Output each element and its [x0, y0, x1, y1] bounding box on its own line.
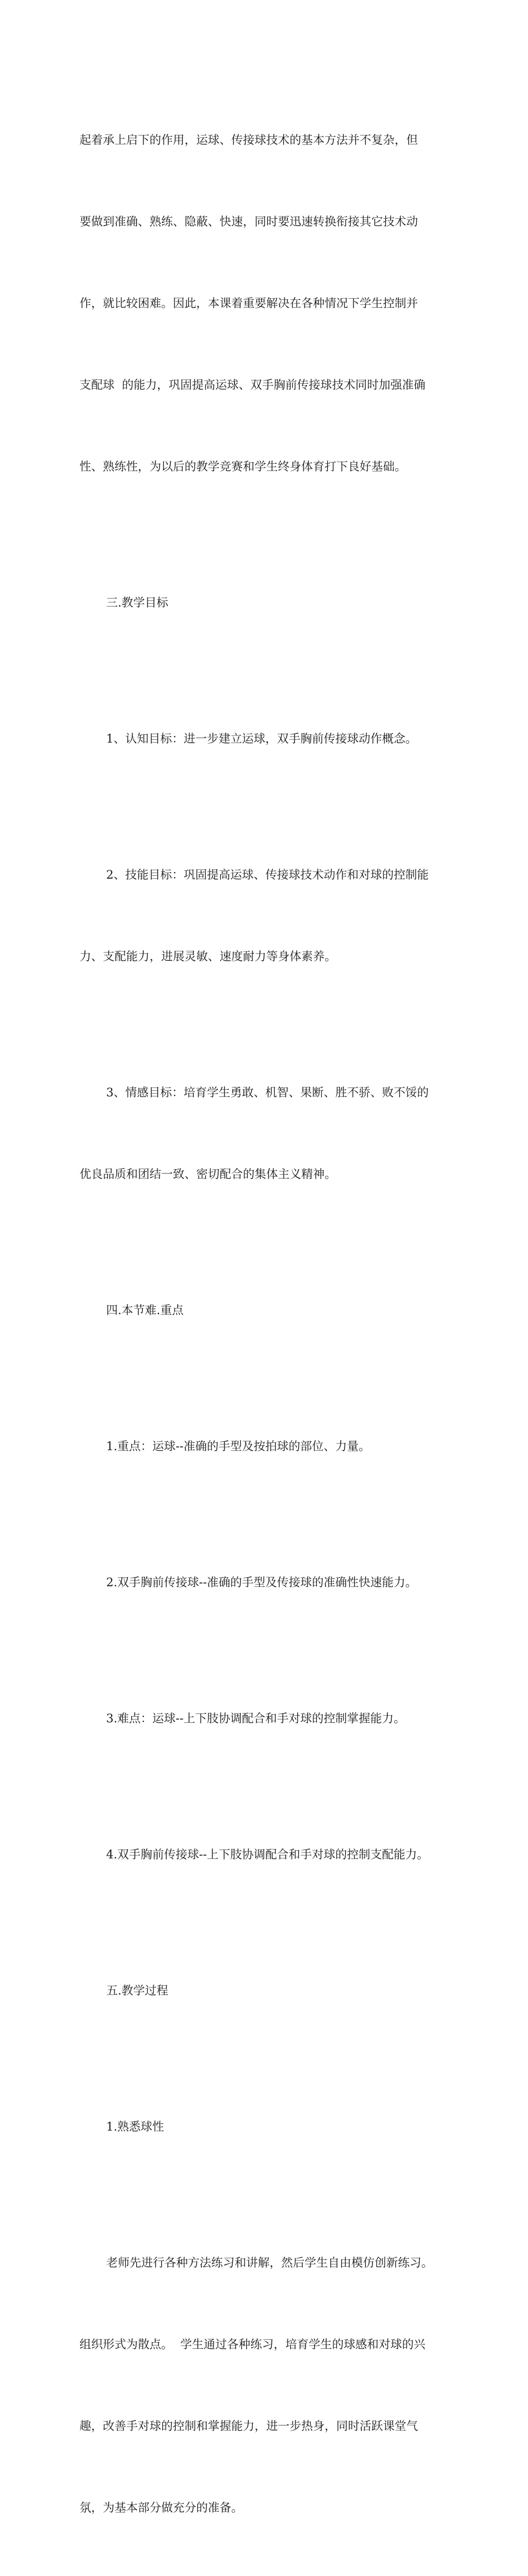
document-body: [79, 72, 449, 2576]
text-line: 1、认知目标：进一步建立运球，双手胸前传接球动作概念。: [106, 732, 417, 745]
text-line: 2.双手胸前传接球--准确的手型及传接球的准确性快速能力。: [106, 1576, 417, 1589]
text-line: 氛，为基本部分做充分的准备。: [79, 2501, 243, 2514]
heading-text: 五.教学过程: [106, 1984, 168, 1997]
section-heading-objectives: [79, 535, 449, 671]
text-line: 作，就比较困难。因此，本课着重要解决在各种情况下学生控制并: [79, 297, 418, 310]
paragraph-objective-1: [79, 671, 449, 807]
paragraph-process-1-body: [79, 2195, 449, 2576]
text-line: 力、支配能力，进展灵敏、速度耐力等身体素养。: [79, 950, 336, 963]
section-heading-process: [79, 1923, 449, 2059]
section-heading-key-points: [79, 1242, 449, 1379]
text-line: 性、熟练性，为以后的教学竞赛和学生终身体育打下良好基础。: [79, 460, 406, 473]
text-line: 老师先进行各种方法练习和讲解，然后学生自由模仿创新练习。: [106, 2256, 433, 2269]
paragraph-intro-continued: [79, 72, 449, 535]
paragraph-objective-2: [79, 807, 449, 1025]
paragraph-key-point-2: [79, 1515, 449, 1651]
paragraph-objective-3: [79, 1025, 449, 1242]
text-line: 优良品质和团结一致、密切配合的集体主义精神。: [79, 1167, 336, 1181]
heading-text: 三.教学目标: [106, 596, 168, 609]
paragraph-key-point-3: [79, 1651, 449, 1787]
text-line: 4.双手胸前传接球--上下肢协调配合和手对球的控制支配能力。: [106, 1848, 429, 1861]
text-line: 组织形式为散点。 学生通过各种练习，培育学生的球感和对球的兴: [79, 2338, 426, 2351]
subheading-process-1: [79, 2059, 449, 2195]
paragraph-key-point-4: [79, 1787, 449, 1923]
text-line: 趣，改善手对球的控制和掌握能力，进一步热身，同时活跃课堂气: [79, 2419, 418, 2433]
text-line: 1.重点：运球--准确的手型及按拍球的部位、力量。: [106, 1440, 371, 1453]
text-line: 3.难点：运球--上下肢协调配合和手对球的控制掌握能力。: [106, 1712, 406, 1725]
heading-text: 1.熟悉球性: [106, 2120, 165, 2133]
text-line: 3、情感目标：培育学生勇敢、机智、果断、胜不骄、败不馁的: [106, 1086, 429, 1099]
text-line: 2、技能目标：巩固提高运球、传接球技术动作和对球的控制能: [106, 868, 429, 881]
heading-text: 四.本节难.重点: [106, 1304, 184, 1317]
text-line: 支配球 的能力，巩固提高运球、双手胸前传接球技术同时加强准确: [79, 378, 426, 392]
text-line: 起着承上启下的作用，运球、传接球技术的基本方法并不复杂，但: [79, 133, 418, 147]
paragraph-key-point-1: [79, 1379, 449, 1515]
text-line: 要做到准确、熟练、隐蔽、快速，同时要迅速转换衔接其它技术动: [79, 215, 418, 228]
